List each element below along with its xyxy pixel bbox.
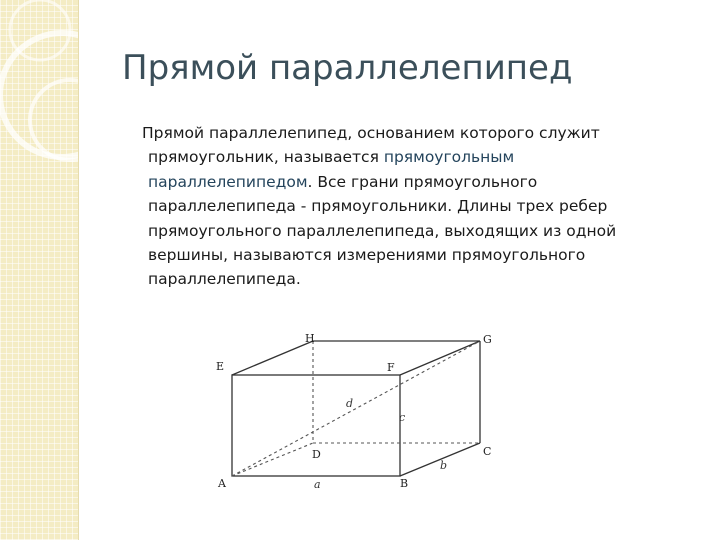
- term-highlight: прямоугольным: [383, 148, 515, 167]
- paragraph-line: прямоугольного параллелепипеда, выходящих из одной: [148, 221, 617, 240]
- vertex-label-b: B: [400, 477, 409, 490]
- edge-label-d: d: [346, 397, 354, 410]
- hidden-edge-ad: [232, 443, 313, 476]
- edge-label-a: a: [314, 478, 321, 491]
- decorative-sidebar: [0, 0, 79, 540]
- paragraph-line: Прямой параллелепипед, основанием которого служит: [142, 124, 600, 142]
- edge-eh: [232, 341, 313, 375]
- slide-title: Прямой параллелепипед: [122, 48, 573, 88]
- term-highlight: параллелепипедом: [148, 172, 308, 191]
- vertex-label-a: A: [218, 477, 226, 490]
- vertex-label-e: E: [216, 360, 225, 373]
- vertex-label-d: D: [312, 448, 321, 461]
- vertex-label-f: F: [387, 361, 395, 374]
- paragraph-line: . Все грани прямоугольного: [307, 172, 538, 191]
- edge-label-c: c: [399, 411, 406, 424]
- vertex-label-c: C: [483, 445, 492, 458]
- paragraph-line: параллелепипеда.: [148, 270, 301, 289]
- parallelepiped-diagram: [200, 320, 510, 500]
- edge-fg: [400, 341, 480, 375]
- definition-paragraph: [142, 121, 668, 292]
- vertex-label-h: H: [305, 332, 315, 345]
- paragraph-line: вершины, называются измерениями прямоугольного: [148, 246, 586, 265]
- diagonal-ag: [232, 341, 480, 476]
- paragraph-line: параллелепипеда - прямоугольники. Длины трех ребер: [148, 197, 608, 216]
- vertex-label-g: G: [483, 333, 492, 346]
- edge-label-b: b: [440, 459, 448, 472]
- paragraph-line: прямоугольник, называется: [148, 148, 384, 167]
- decorative-circles-icon: [0, 0, 78, 540]
